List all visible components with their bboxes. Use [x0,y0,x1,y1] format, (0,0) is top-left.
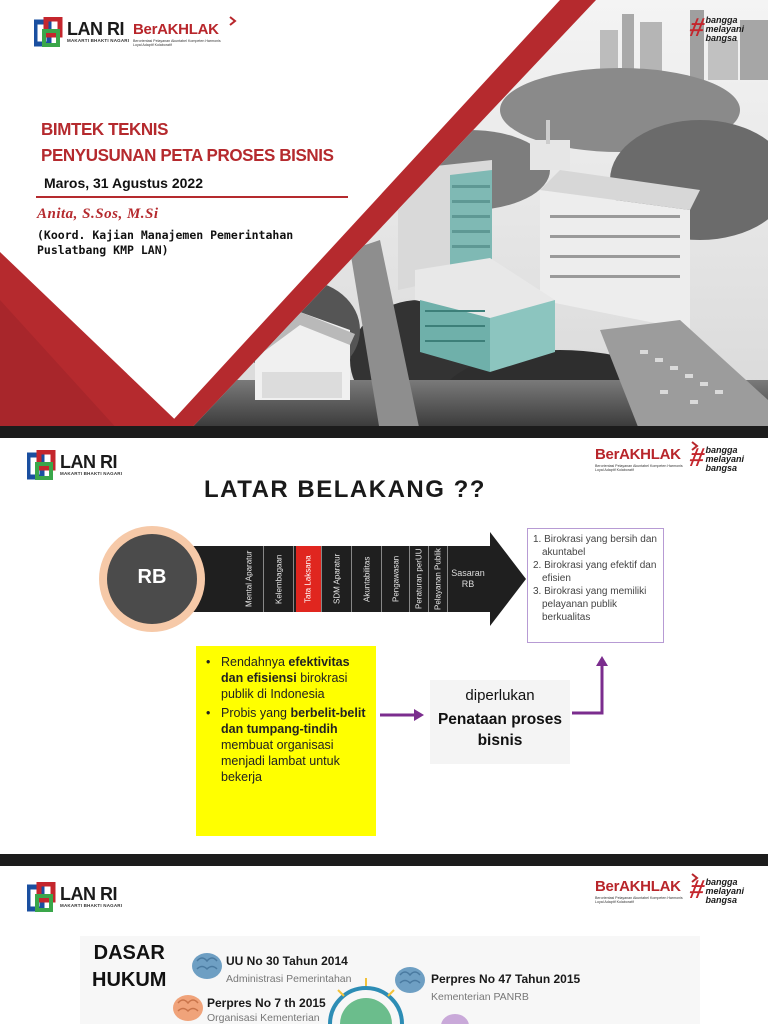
lan-ri-logo [34,17,129,47]
heading-line-2: HUKUM [92,969,167,991]
slide-separator [0,426,768,438]
berakhlak-title: BerAKHLAK [595,446,681,463]
law-subtitle: Administrasi Pemerintahan [226,973,352,985]
title-divider [36,196,348,198]
bangga-melayani-bangsa-logo [687,442,744,473]
lan-ri-logo [27,450,122,480]
slide-title: LATAR BELAKANG ?? [204,476,486,503]
hashtag-icon: # [687,874,708,904]
legal-basis-slide [0,866,768,1024]
lan-ri-logo-icon [34,17,64,47]
problem-bullet-1: • Rendahnya efektivitas dan efisiensi birokrasi publik di Indonesia [204,654,370,702]
category-peraturan-peruu: Peraturan perUU [411,546,429,612]
solution-line-2: Penataan proses bisnis [437,711,563,749]
goal-item: 1. Birokrasi yang bersih dan akuntabel [533,534,657,558]
background-slide [0,438,768,854]
bangga-word-3: bangsa [705,463,737,473]
brain-icon [395,967,425,993]
berakhlak-subtitle: Berorientasi Pelayanan Akuntabel Kompeten Harmonis Loyal Adaptif Kolaboratif [595,896,683,905]
law-item-perpres-7-2015 [207,996,326,1024]
problem-box [196,646,376,836]
category-mental-aparatur: Mental Aparatur [236,546,264,612]
category-tata-laksana: Tata Laksana [296,546,322,612]
law-item-perpres-47-2015 [431,972,580,1003]
lan-ri-name: LAN RI [67,19,124,40]
law-subtitle: Kementerian PANRB [431,991,529,1003]
bangga-word-2: melayani [705,24,744,34]
lan-ri-logo-icon [27,450,57,480]
berakhlak-logo [595,447,691,473]
presenter-role-line-2: Puslatbang KMP LAN) [37,243,169,257]
heading-line-1: DASAR [93,942,165,964]
title-slide [0,0,768,432]
lan-ri-name: LAN RI [60,452,117,473]
bangga-word-3: bangsa [705,33,737,43]
law-item-uu-30-2014 [226,954,351,985]
slide-separator [0,854,768,866]
sasaran-rb-label: Sasaran RB [451,567,485,589]
bangga-word-3: bangsa [705,895,737,905]
bangga-word-2: melayani [705,886,744,896]
title-line-1: BIMTEK TEKNIS [41,119,169,140]
goal-item: 2. Birokrasi yang efektif dan efisien [533,560,657,584]
presenter-role-line-1: (Koord. Kajian Manajemen Pemerintahan [37,228,294,242]
rb-goals-box [527,528,664,643]
brain-icon [441,1014,469,1024]
arrow-up-icon [596,656,608,666]
lan-ri-name: LAN RI [60,884,117,905]
category-pelayanan-publik: Pelayanan Publik [430,546,448,612]
law-title: Perpres No 7 th 2015 [207,996,326,1010]
brain-icons [0,866,768,1024]
berakhlak-title: BerAKHLAK [595,878,681,895]
lan-ri-tagline: MAKARTI BHAKTI NAGARI [60,471,123,477]
title-line-2: PENYUSUNAN PETA PROSES BISNIS [41,145,334,166]
campus-photo [180,0,768,432]
rb-circle-label: RB [137,566,167,588]
bangga-word-1: bangga [705,877,738,887]
solution-line-1: diperlukan [465,687,535,704]
bangga-word-2: melayani [705,454,744,464]
brain-icon [192,953,222,979]
law-title: UU No 30 Tahun 2014 [226,954,348,968]
bangga-word-1: bangga [705,445,738,455]
lan-ri-tagline: MAKARTI BHAKTI NAGARI [67,38,130,44]
solution-box [430,680,570,764]
category-kelembagaan: Kelembagaan [266,546,294,612]
berakhlak-title: BerAKHLAK [133,21,219,38]
category-pengawasan: Pengawasan [384,546,410,612]
rb-arrow-diagram [98,524,528,654]
berakhlak-logo [133,22,229,48]
event-date: Maros, 31 Agustus 2022 [44,175,203,191]
bangga-word-1: bangga [705,15,738,25]
category-sdm-aparatur: SDM Aparatur [324,546,352,612]
berakhlak-subtitle: Berorientasi Pelayanan Akuntabel Kompeten Harmonis Loyal Adaptif Kolaboratif [595,464,683,473]
arrow-right-icon [414,709,424,721]
problem-bullet-2: • Probis yang berbelit-belit dan tumpang-tindih membuat organisasi menjadi lambat untuk bekerja [204,705,370,785]
chevron-right-icon [229,16,237,26]
presenter-name: Anita, S.Sos, M.Si [37,206,159,222]
lan-ri-tagline: MAKARTI BHAKTI NAGARI [60,903,123,909]
category-akuntabilitas: Akuntabilitas [354,546,382,612]
goal-item: 3. Birokrasi yang memiliki pelayanan publik berkualitas [533,586,647,623]
law-title: Perpres No 47 Tahun 2015 [431,972,581,986]
bangga-melayani-bangsa-logo [687,12,744,43]
hashtag-icon: # [687,442,708,472]
berakhlak-subtitle: Berorientasi Pelayanan Akuntabel Kompeten Harmonis Loyal Adaptif Kolaboratif [133,39,221,48]
hashtag-icon: # [687,12,708,42]
brain-icon [173,995,203,1021]
law-subtitle: Organisasi Kementerian [207,1012,320,1024]
